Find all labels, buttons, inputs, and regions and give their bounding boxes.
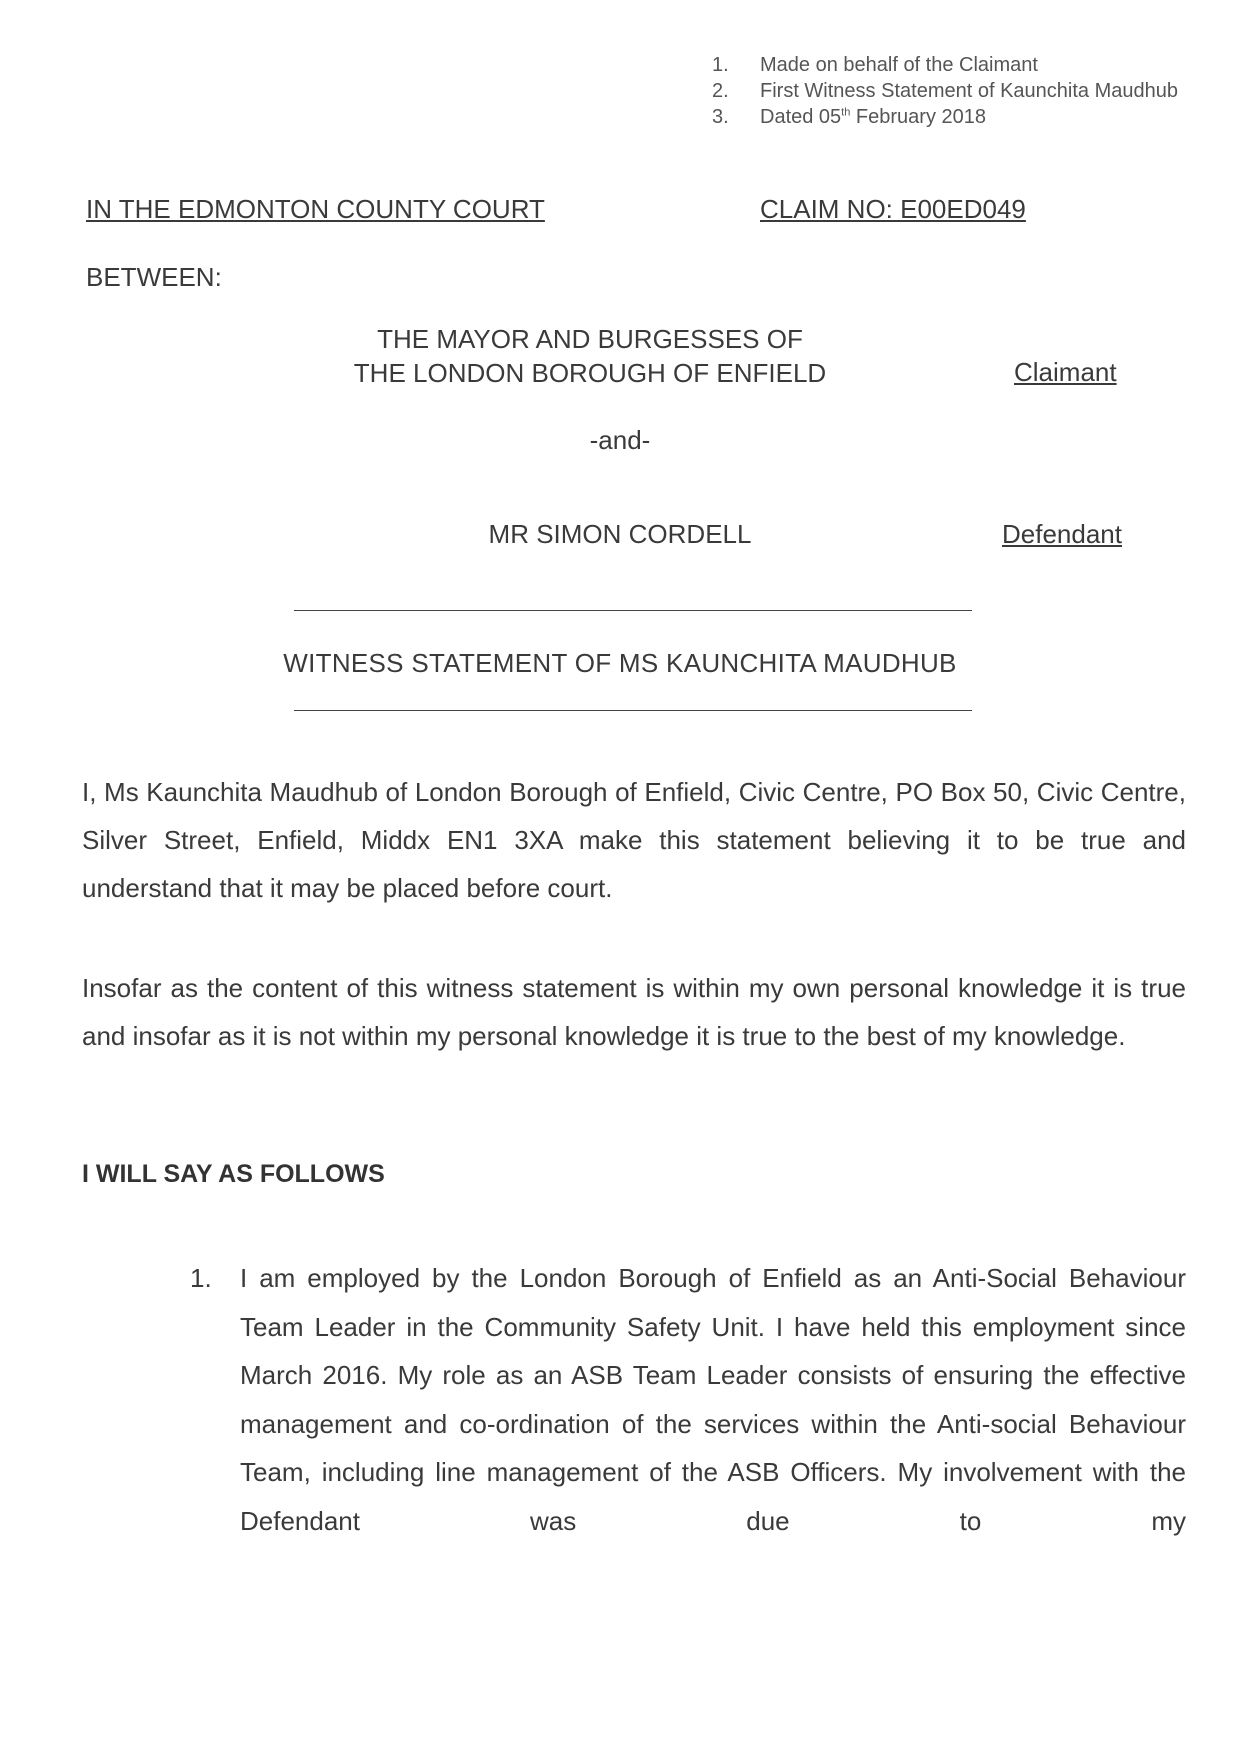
court-name: IN THE EDMONTON COUNTY COURT <box>86 194 545 224</box>
title-rule-top <box>294 610 972 611</box>
header-note-number: 3. <box>712 106 729 128</box>
and-separator: -and- <box>589 425 651 455</box>
header-note-text: First Witness Statement of Kaunchita Maudhub <box>760 80 1178 102</box>
statement-header-notes <box>712 52 1182 130</box>
header-note <box>712 52 1182 78</box>
will-say-heading: I WILL SAY AS FOLLOWS <box>82 1160 385 1188</box>
date-text-start: Dated 05 <box>760 106 842 128</box>
defendant-name: MR SIMON CORDELL <box>488 519 752 549</box>
statement-title: WITNESS STATEMENT OF MS KAUNCHITA MAUDHUB <box>283 648 957 678</box>
header-note-text: Made on behalf of the Claimant <box>760 54 1038 76</box>
claimant-name-line2: THE LONDON BOROUGH OF ENFIELD <box>353 358 827 388</box>
header-note-number: 1. <box>712 54 729 76</box>
header-note-date <box>760 104 1182 130</box>
claim-number: CLAIM NO: E00ED049 <box>760 194 1026 224</box>
header-note-number: 2. <box>712 80 729 102</box>
header-note <box>712 104 1182 130</box>
numbered-paragraph <box>190 1254 1186 1545</box>
title-rule-bottom <box>294 710 972 711</box>
statement-intro-paragraph: I, Ms Kaunchita Maudhub of London Borough of Enfield, Civic Centre, PO Box 50, Civic Centre, Silver Street, Enfield, Middx EN1 3XA make this statement believing it to be true and understand that it may be placed before court. <box>82 777 1186 903</box>
date-text-end: February 2018 <box>850 106 986 128</box>
claimant-role-label: Claimant <box>1014 357 1117 387</box>
claimant-name-line1: THE MAYOR AND BURGESSES OF <box>377 324 803 354</box>
knowledge-paragraph: Insofar as the content of this witness statement is within my own personal knowledge it is true and insofar as it is not within my personal knowledge it is true to the best of my knowledge. <box>82 973 1186 1051</box>
defendant-role-label: Defendant <box>1002 519 1122 549</box>
claimant-name <box>300 322 880 390</box>
between-label: BETWEEN: <box>86 262 222 292</box>
paragraph-body: I am employed by the London Borough of Enfield as an Anti-Social Behaviour Team Leader in the Community Safety Unit. I have held this employment since March 2016. My role as an ASB Team Leader consists of ensuring the effective management and co-ordination of the services within the Anti-social Behaviour Team, including line management of the ASB Officers. My involvement with the Defendant was due to my <box>240 1263 1186 1536</box>
header-note <box>712 78 1182 104</box>
date-superscript: th <box>841 106 851 119</box>
paragraph-number: 1. <box>190 1263 212 1293</box>
